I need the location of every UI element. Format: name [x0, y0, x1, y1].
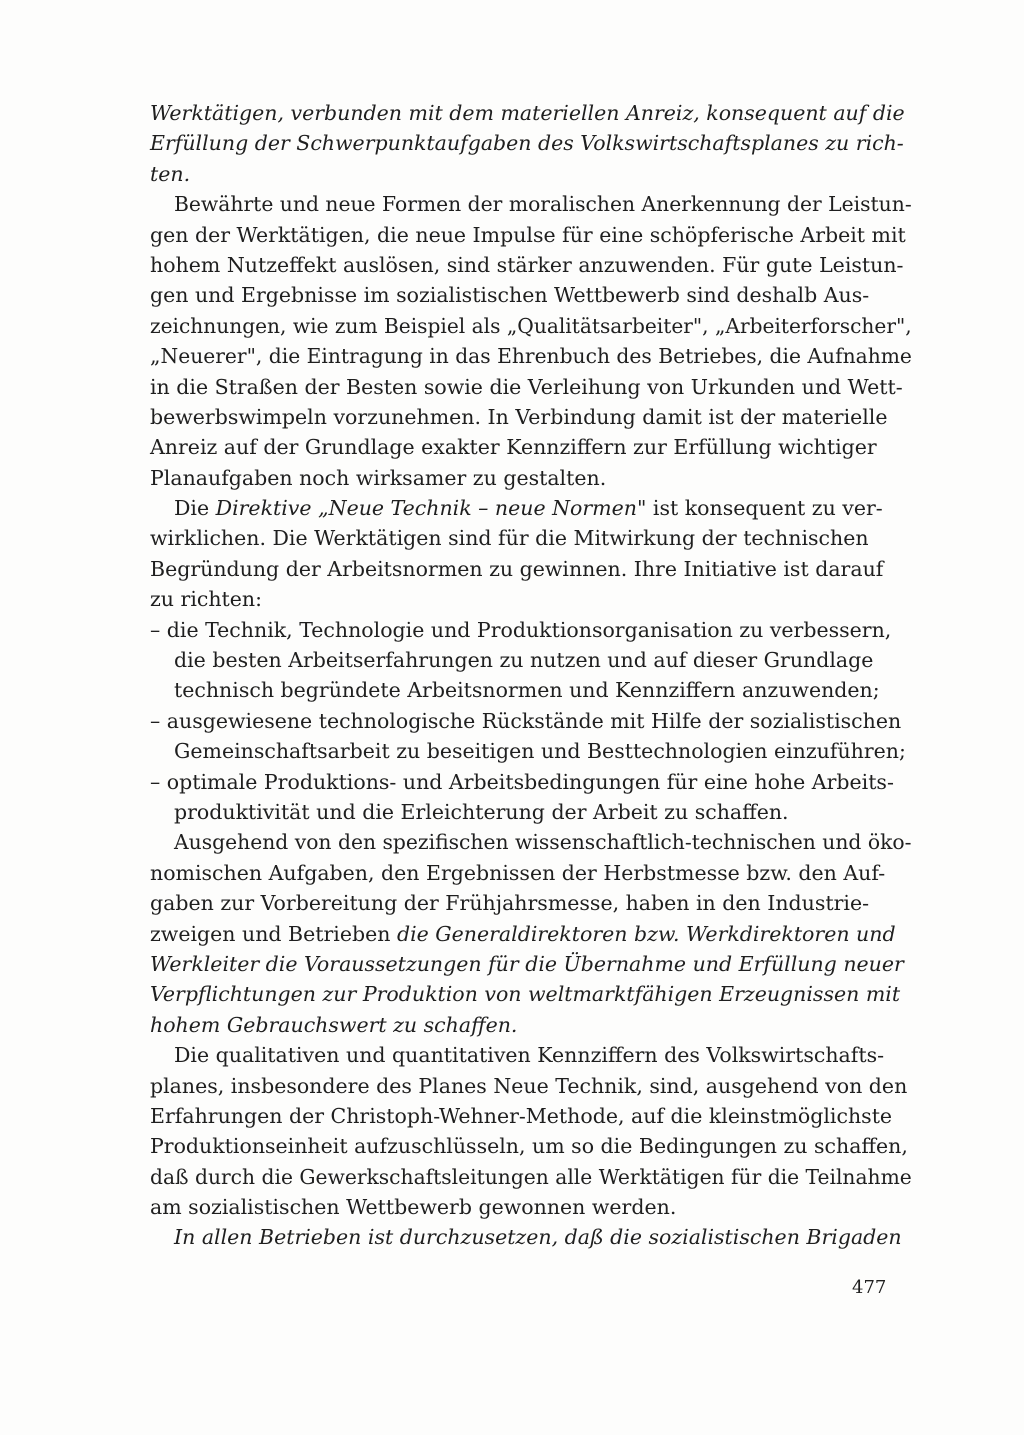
text-line: „Neuerer", die Eintragung in das Ehrenbuch des Betriebes, die Aufnahme — [150, 344, 912, 369]
text-line: gen und Ergebnisse im sozialistischen Wettbewerb sind deshalb Aus- — [150, 283, 870, 308]
body-text — [150, 98, 912, 1253]
text-line: Produktionseinheit aufzuschlüsseln, um so die Bedingungen zu schaffen, — [150, 1134, 908, 1159]
text-line: Werkleiter die Voraussetzungen für die Übernahme und Erfüllung neuer — [150, 951, 904, 976]
list-item-line: – optimale Produktions- und Arbeitsbedingungen für eine hohe Arbeits- — [150, 769, 894, 794]
text-line: bewerbswimpeln vorzunehmen. In Verbindung damit ist der materielle — [150, 404, 888, 429]
paragraph-start-line: Ausgehend von den spezifischen wissenschaftlich-technischen und öko- — [174, 830, 912, 855]
text-line: gen der Werktätigen, die neue Impulse für eine schöpferische Arbeit mit — [150, 222, 906, 247]
text-normal: Die — [174, 496, 216, 521]
list-item-continuation: die besten Arbeitserfahrungen zu nutzen und auf dieser Grundlage — [174, 648, 874, 673]
text-line: Planaufgaben noch wirksamer zu gestalten. — [150, 465, 607, 490]
text-normal: zweigen und Betrieben — [150, 921, 397, 946]
list-item-continuation: Gemeinschaftsarbeit zu beseitigen und Besttechnologien einzuführen; — [174, 739, 906, 764]
text-normal: ist konsequent zu ver- — [646, 496, 883, 521]
list-item-line: – ausgewiesene technologische Rückstände mit Hilfe der sozialistischen — [150, 708, 902, 733]
text-line: Anreiz auf der Grundlage exakter Kennziffern zur Erfüllung wichtiger — [150, 435, 877, 460]
text-line: hohem Nutzeffekt auslösen, sind stärker anzuwenden. Für gute Leistun- — [150, 252, 904, 277]
text-line: nomischen Aufgaben, den Ergebnissen der Herbstmesse bzw. den Auf- — [150, 860, 886, 885]
paragraph-start-line — [150, 493, 912, 523]
text-line: Begründung der Arbeitsnormen zu gewinnen. Ihre Initiative ist darauf — [150, 556, 884, 581]
list-item-continuation: technisch begründete Arbeitsnormen und Kennziffern anzuwenden; — [174, 678, 880, 703]
text-emphasis: die Generaldirektoren bzw. Werkdirektoren und — [396, 921, 896, 946]
text-line: hohem Gebrauchswert zu schaffen. — [150, 1012, 518, 1037]
text-line: zu richten: — [150, 587, 263, 612]
paragraph-start-line: In allen Betrieben ist durchzusetzen, daß die sozialistischen Brigaden — [174, 1225, 902, 1250]
list-item-line: – die Technik, Technologie und Produktionsorganisation zu verbessern, — [150, 617, 892, 642]
paragraph-start-line: Bewährte und neue Formen der moralischen Anerkennung der Leistun- — [174, 192, 912, 217]
text-line: daß durch die Gewerkschaftsleitungen alle Werktätigen für die Teilnahme — [150, 1164, 912, 1189]
text-line: planes, insbesondere des Planes Neue Technik, sind, ausgehend von den — [150, 1073, 908, 1098]
text-line: zeichnungen, wie zum Beispiel als „Qualitätsarbeiter", „Arbeiterforscher", — [150, 313, 912, 338]
paragraph-start-line: Die qualitativen und quantitativen Kennziffern des Volkswirtschafts- — [174, 1043, 885, 1068]
text-line — [150, 919, 912, 949]
text-line: Erfahrungen der Christoph-Wehner-Methode, auf die kleinstmöglichste — [150, 1103, 893, 1128]
list-item-continuation: produktivität und die Erleichterung der Arbeit zu schaffen. — [174, 799, 789, 824]
text-line: wirklichen. Die Werktätigen sind für die Mitwirkung der technischen — [150, 526, 869, 551]
text-line: in die Straßen der Besten sowie die Verleihung von Urkunden und Wett- — [150, 374, 903, 399]
text-line: Verpflichtungen zur Produktion von weltmarktfähigen Erzeugnissen mit — [150, 982, 901, 1007]
text-line: Erfüllung der Schwerpunktaufgaben des Volkswirtschaftsplanes zu rich- — [150, 131, 904, 156]
text-line: gaben zur Vorbereitung der Frühjahrsmesse, haben in den Industrie- — [150, 891, 870, 916]
text-line: ten. — [150, 161, 191, 186]
text-line: am sozialistischen Wettbewerb gewonnen werden. — [150, 1195, 677, 1220]
text-emphasis: Direktive „Neue Technik – neue Normen" — [215, 496, 647, 521]
text-line: Werktätigen, verbunden mit dem materiellen Anreiz, konsequent auf die — [150, 101, 905, 125]
page-number: 477 — [852, 1277, 887, 1298]
